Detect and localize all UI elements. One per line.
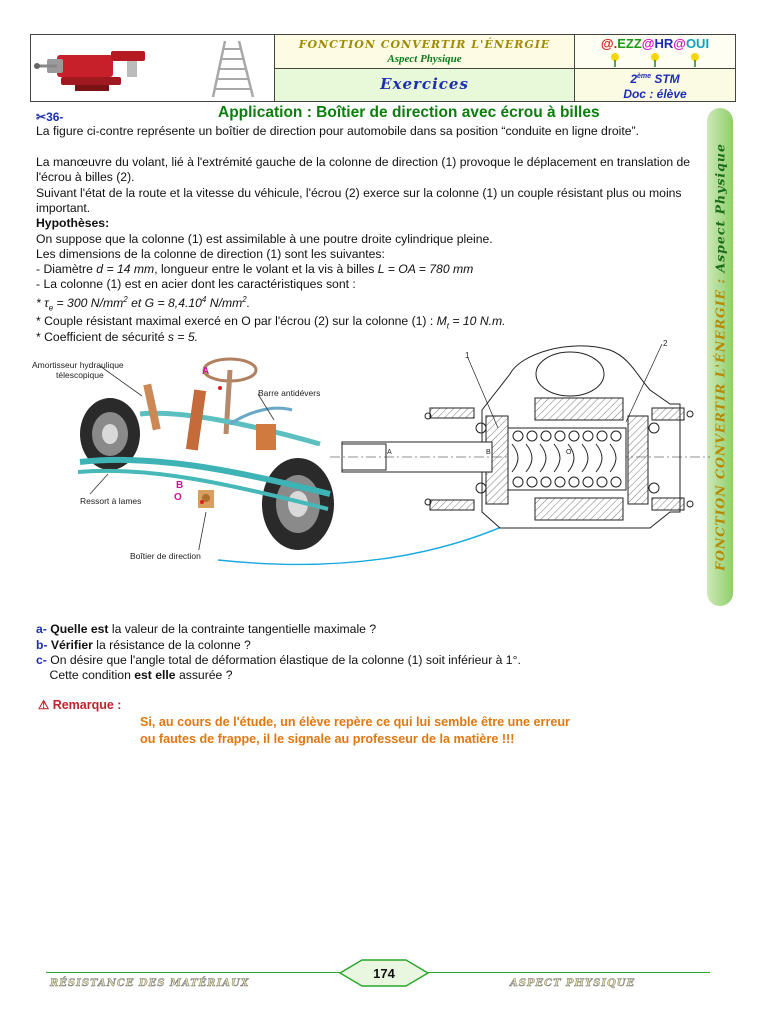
question-b: b- Vérifier la résistance de la colonne ?: [36, 638, 251, 652]
header-illustration: [31, 35, 275, 101]
paragraph-3: Suivant l'état de la route et la vitesse du véhicule, l'écrou (2) exerce sur la colonne (1) un couple résistant plus ou moins important.: [36, 186, 682, 216]
label-B-photo: B: [176, 480, 184, 491]
footer-left-text: RÉSISTANCE DES MATÉRIAUX: [50, 978, 250, 989]
vise-and-ladder-icon: [31, 35, 275, 101]
page-number: 174: [373, 966, 395, 981]
author-name: @.EZZ@HR@OUI: [600, 36, 710, 51]
remark-line-1: Si, au cours de l'étude, un élève repère ce qui lui semble être une erreur: [140, 715, 570, 729]
flowers-decoration: [575, 51, 735, 67]
doc-type: Doc : élève: [623, 87, 687, 101]
question-a: a- Quelle est la valeur de la contrainte tangentielle maximale ?: [36, 622, 377, 636]
label-ressort: Ressort à lames: [80, 496, 142, 506]
question-c: c- On désire que l'angle total de déformation élastique de la colonne (1) soit inférieur à 1°.: [36, 653, 521, 667]
hypothesis-1: On suppose que la colonne (1) est assimilable à une poutre droite cylindrique pleine.: [36, 232, 493, 246]
exercise-number: ✂36-: [36, 110, 64, 124]
hypothesis-2: Les dimensions de la colonne de direction (1) sont les suivantes:: [36, 247, 385, 261]
hypotheses-title: Hypothèses:: [36, 216, 110, 230]
label-amortisseur-1: Amortisseur hydraulique: [32, 360, 124, 370]
page-number-badge: [336, 958, 432, 988]
material-values: * $\tau_e = 300$ $N/mm^2$ et $G = 8,4.10^4$ $N/mm^2$.: [36, 295, 251, 313]
question-c-continued: Cette condition est elle assurée ?: [36, 668, 233, 682]
remark-heading: ⚠ Remarque :: [38, 698, 122, 712]
header-subtitle: Aspect Physique: [387, 53, 462, 65]
dimensions-line: - Diamètre d = 14 mm, longueur entre le volant et la vis à billes L = OA = 780 mm: [36, 262, 474, 276]
label-A-photo: A: [202, 366, 210, 377]
exercise-title: Application : Boîtier de direction avec écrou à billes: [218, 104, 600, 121]
side-banner-text: FONCTION CONVERTIR L'ÉNERGIE : Aspect Physique: [712, 143, 728, 571]
label-barre: Barre antidévers: [258, 388, 321, 398]
steering-figure: [30, 339, 710, 610]
header-table: [30, 34, 736, 102]
remark-line-2: ou fautes de frappe, il le signale au professeur de la matière !!!: [140, 732, 515, 746]
label-O-photo: O: [174, 492, 182, 503]
couple-line: * Couple résistant maximal exercé en O par l'écrou (2) sur la colonne (1) : $M_t = 10$ N.m.: [36, 314, 506, 331]
header-class-cell: [575, 69, 735, 101]
remark-body: [140, 714, 680, 748]
material-line: - La colonne (1) est en acier dont les caractéristiques sont :: [36, 277, 356, 291]
header-author-cell: [575, 35, 735, 69]
header-exercises-cell: [275, 69, 575, 101]
label-part-2: 2: [663, 339, 668, 348]
label-amortisseur-2: télescopique: [56, 370, 104, 380]
paragraph-1: La figure ci-contre représente un boîtier de direction pour automobile dans sa position “conduite en ligne droite”.: [36, 124, 639, 138]
header-title: FONCTION CONVERTIR L'ÉNERGIE: [298, 38, 551, 51]
label-part-1: 1: [465, 351, 470, 360]
label-B-drawing: B: [486, 449, 491, 456]
exercises-label: Exercices: [380, 75, 469, 93]
class-level: 2ème STM: [630, 72, 680, 86]
steering-box-drawing: [330, 344, 710, 528]
security-line: * Coefficient de sécurité s = 5.: [36, 330, 199, 344]
label-A-drawing: A: [387, 449, 392, 456]
footer-right-text: ASPECT PHYSIQUE: [510, 978, 636, 989]
header-title-cell: [275, 35, 575, 69]
label-O-drawing: O: [566, 449, 572, 456]
label-boitier: Boîtier de direction: [130, 551, 201, 561]
paragraph-2: La manœuvre du volant, lié à l'extrémité gauche de la colonne de direction (1) provoque le déplacement en translation de l'écrou à billes (2).: [36, 155, 691, 185]
